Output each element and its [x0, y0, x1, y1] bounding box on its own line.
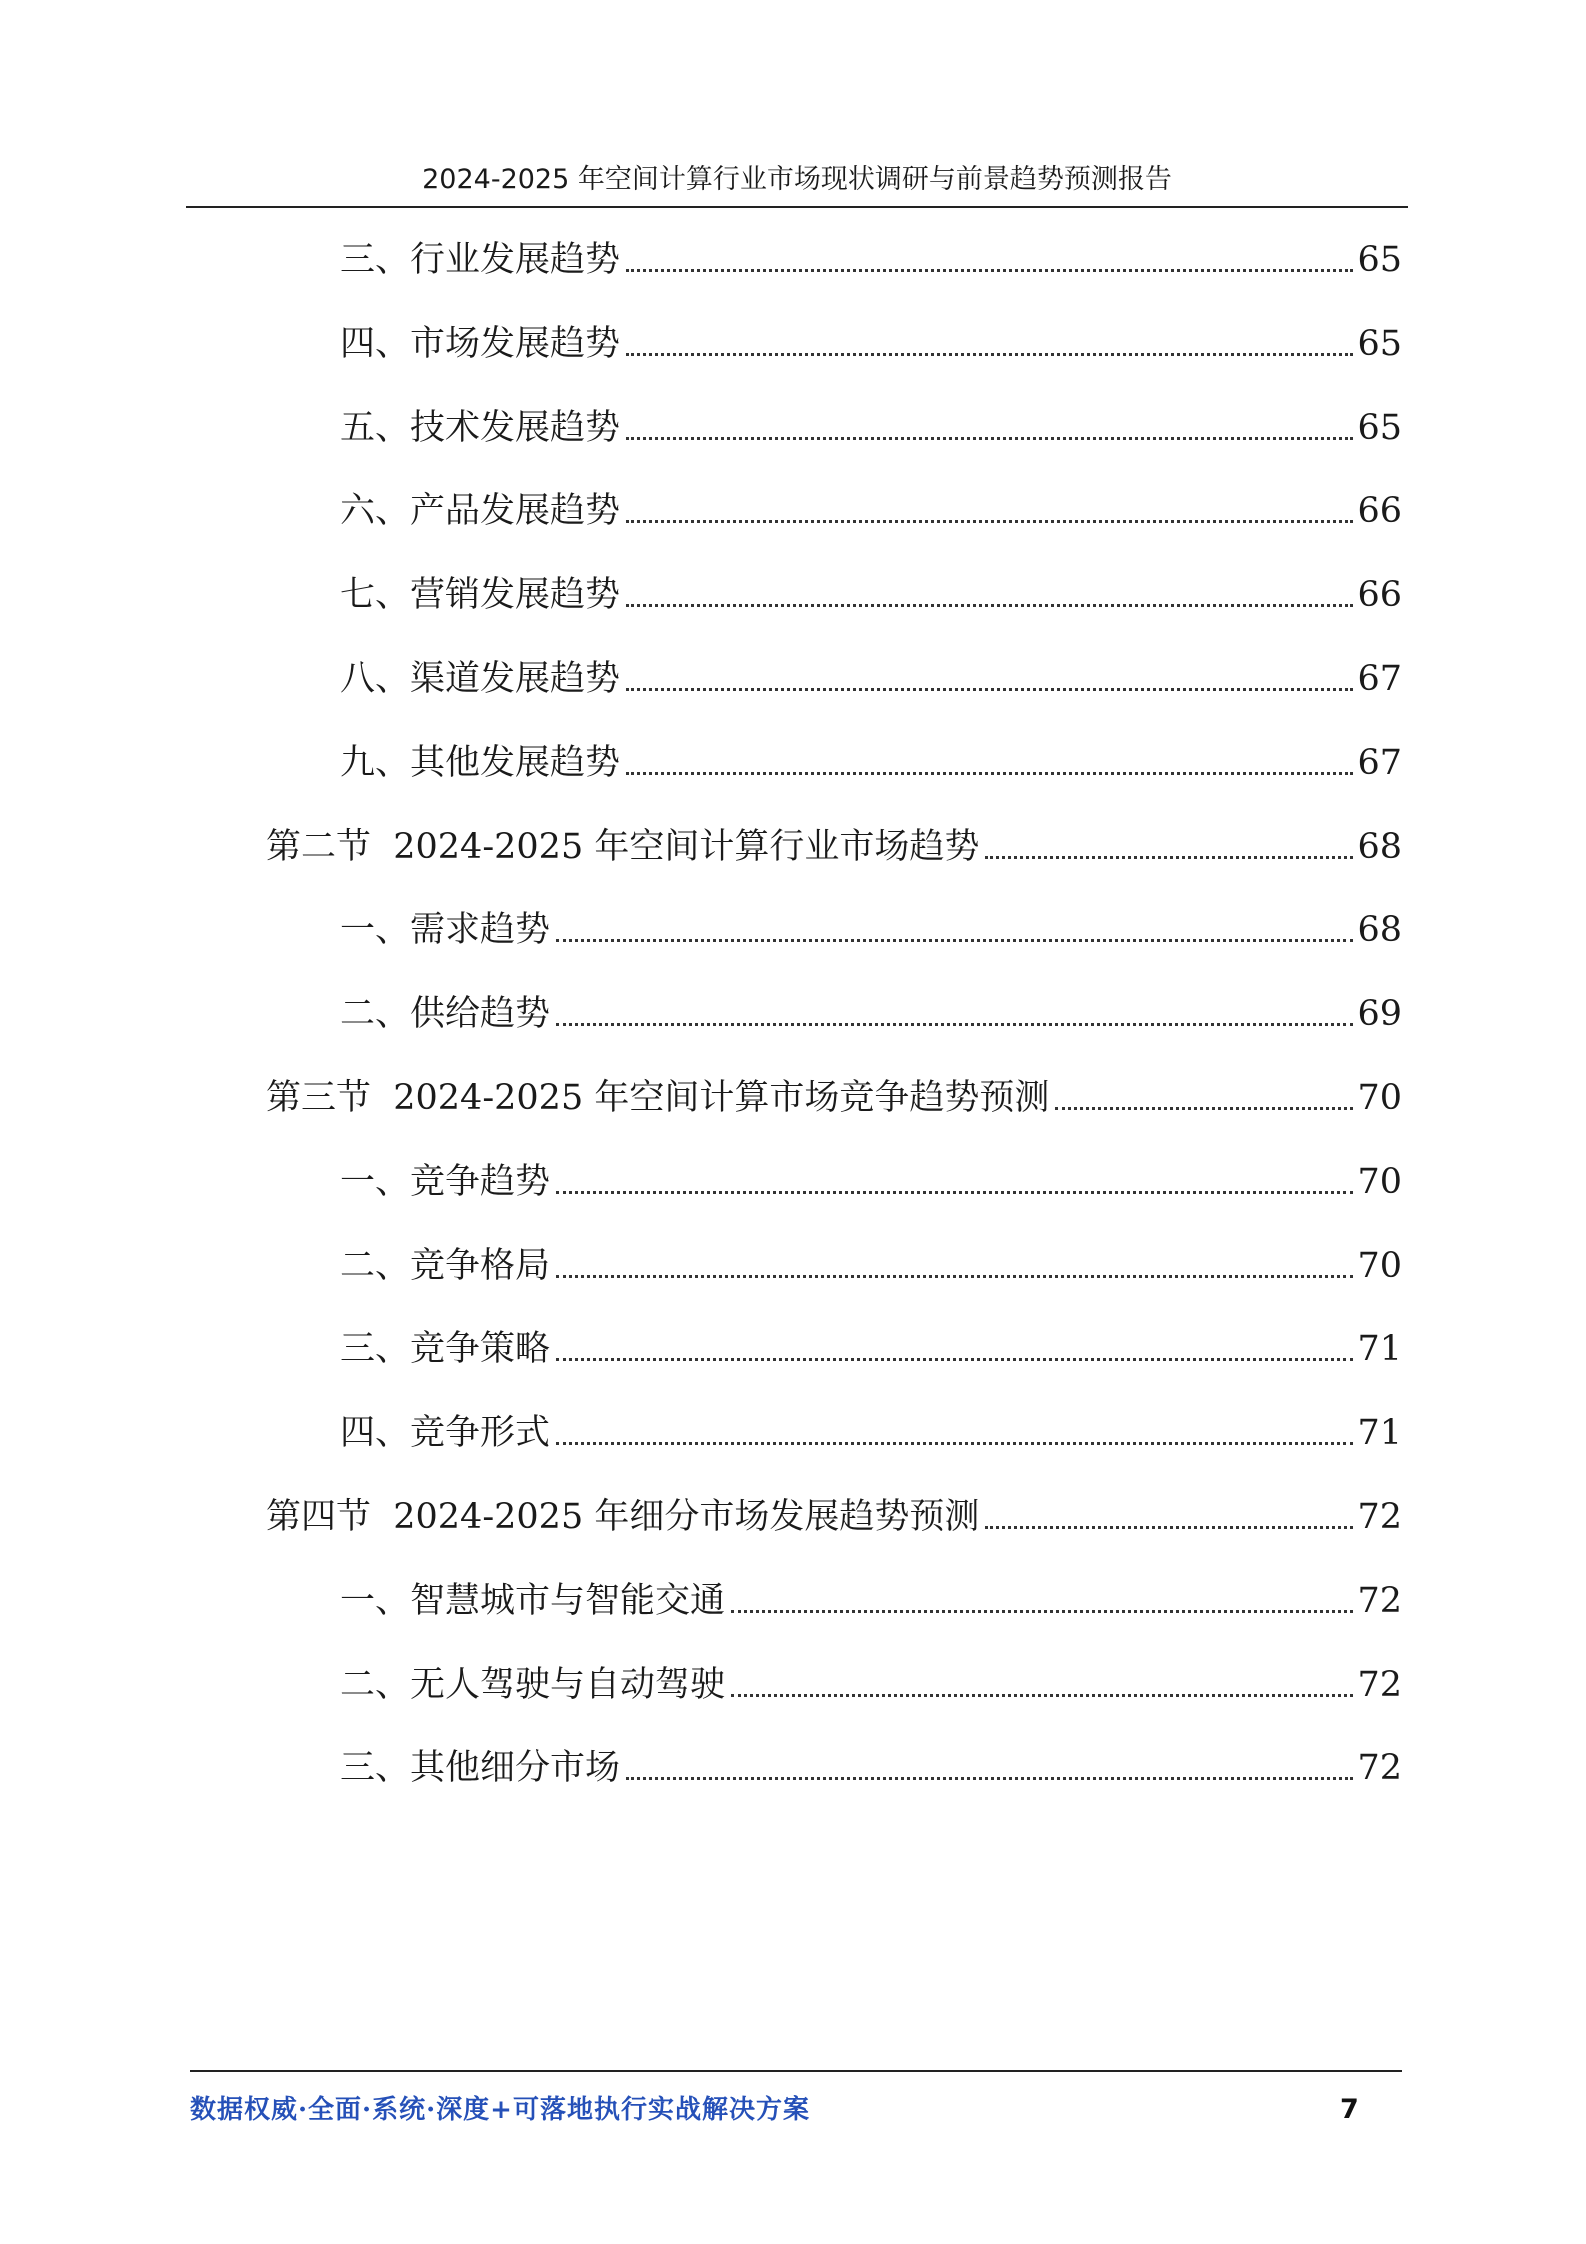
- toc-dot-leader: [731, 1610, 1353, 1613]
- toc-entry[interactable]: [340, 1228, 1402, 1288]
- toc-entry-page: 71: [1357, 1413, 1402, 1454]
- toc-entry-page: 72: [1357, 1497, 1402, 1537]
- toc-entry-label: 七、营销发展趋势: [340, 575, 621, 616]
- toc-entry-page: 67: [1357, 659, 1402, 699]
- toc-entry[interactable]: [340, 390, 1402, 450]
- toc-entry-label: 二、竞争格局: [340, 1245, 551, 1286]
- toc-entry[interactable]: [340, 306, 1402, 366]
- toc-entry[interactable]: [340, 557, 1402, 617]
- toc-entry-label: 第四节 2024-2025 年细分市场发展趋势预测: [266, 1497, 980, 1537]
- toc-entry-label: 第二节 2024-2025 年空间计算行业市场趋势: [266, 826, 980, 867]
- toc-dot-leader: [556, 1191, 1353, 1194]
- toc-entry[interactable]: [340, 641, 1402, 701]
- toc-entry-page: 72: [1357, 1748, 1402, 1789]
- toc-entry[interactable]: [340, 1395, 1402, 1455]
- toc-entry[interactable]: [340, 1144, 1402, 1204]
- toc-entry[interactable]: [340, 473, 1402, 533]
- toc-dot-leader: [556, 1023, 1353, 1026]
- toc-dot-leader: [556, 1275, 1353, 1278]
- toc-entry[interactable]: [340, 725, 1402, 785]
- toc-entry[interactable]: [340, 222, 1402, 282]
- toc-entry-label: 一、需求趋势: [340, 910, 551, 951]
- toc-entry-page: 72: [1357, 1580, 1402, 1621]
- toc-entry-label: 二、供给趋势: [340, 994, 551, 1035]
- toc-entry-label: 五、技术发展趋势: [340, 407, 621, 448]
- toc-entry-label: 四、市场发展趋势: [340, 323, 621, 364]
- toc-dot-leader: [556, 1358, 1353, 1361]
- toc-dot-leader: [626, 1777, 1353, 1780]
- toc-entry-page: 66: [1357, 575, 1402, 616]
- toc-entry-page: 66: [1357, 491, 1402, 532]
- toc-entry-label: 二、无人驾驶与自动驾驶: [340, 1664, 726, 1705]
- header-divider: [186, 206, 1408, 208]
- toc-dot-leader: [985, 1526, 1353, 1529]
- toc-entry-label: 四、竞争形式: [340, 1413, 551, 1454]
- toc-entry[interactable]: [266, 809, 1402, 869]
- toc-entry-page: 67: [1357, 742, 1402, 783]
- toc-entry-page: 65: [1357, 323, 1402, 364]
- toc-entry-page: 70: [1357, 1078, 1402, 1118]
- toc-dot-leader: [1055, 1107, 1353, 1110]
- toc-entry-label: 三、行业发展趋势: [340, 240, 621, 280]
- toc-entry-label: 九、其他发展趋势: [340, 742, 621, 783]
- toc-entry-label: 三、其他细分市场: [340, 1748, 621, 1789]
- toc-dot-leader: [626, 437, 1353, 440]
- toc-entry-page: 65: [1357, 407, 1402, 448]
- toc-entry-page: 68: [1357, 910, 1402, 951]
- page-number: 7: [1340, 2094, 1359, 2125]
- toc-entry-page: 68: [1357, 826, 1402, 867]
- report-title: 2024-2025 年空间计算行业市场现状调研与前景趋势预测报告: [422, 164, 1172, 195]
- toc-dot-leader: [626, 604, 1353, 607]
- toc-dot-leader: [626, 269, 1353, 272]
- toc-entry-page: 70: [1357, 1245, 1402, 1286]
- toc-entry-label: 六、产品发展趋势: [340, 491, 621, 532]
- toc-dot-leader: [626, 772, 1353, 775]
- toc-entry-label: 三、竞争策略: [340, 1329, 551, 1370]
- toc-entry[interactable]: [340, 1647, 1402, 1707]
- toc-entry-page: 65: [1357, 240, 1402, 280]
- toc-dot-leader: [626, 353, 1353, 356]
- toc-entry[interactable]: [266, 1479, 1402, 1539]
- toc-entry-label: 第三节 2024-2025 年空间计算市场竞争趋势预测: [266, 1078, 1050, 1118]
- footer-divider: [190, 2070, 1402, 2072]
- toc-dot-leader: [556, 939, 1353, 942]
- toc-entry-page: 69: [1357, 994, 1402, 1035]
- toc-entry[interactable]: [340, 1730, 1402, 1790]
- toc-entry-label: 八、渠道发展趋势: [340, 659, 621, 699]
- toc-dot-leader: [556, 1442, 1353, 1445]
- toc-entry-label: 一、智慧城市与智能交通: [340, 1580, 726, 1621]
- toc-dot-leader: [626, 520, 1353, 523]
- toc-dot-leader: [731, 1694, 1353, 1697]
- toc-entry-label: 一、竞争趋势: [340, 1161, 551, 1202]
- toc-entry-page: 70: [1357, 1161, 1402, 1202]
- footer-slogan: 数据权威·全面·系统·深度+可落地执行实战解决方案: [190, 2095, 810, 2125]
- toc-dot-leader: [985, 856, 1353, 859]
- toc-entry[interactable]: [340, 1311, 1402, 1371]
- toc-entry[interactable]: [340, 976, 1402, 1036]
- toc-entry-page: 72: [1357, 1664, 1402, 1705]
- toc-dot-leader: [626, 688, 1353, 691]
- toc-entry[interactable]: [340, 1563, 1402, 1623]
- toc-entry[interactable]: [340, 892, 1402, 952]
- toc-entry[interactable]: [266, 1060, 1402, 1120]
- toc-entry-page: 71: [1357, 1329, 1402, 1370]
